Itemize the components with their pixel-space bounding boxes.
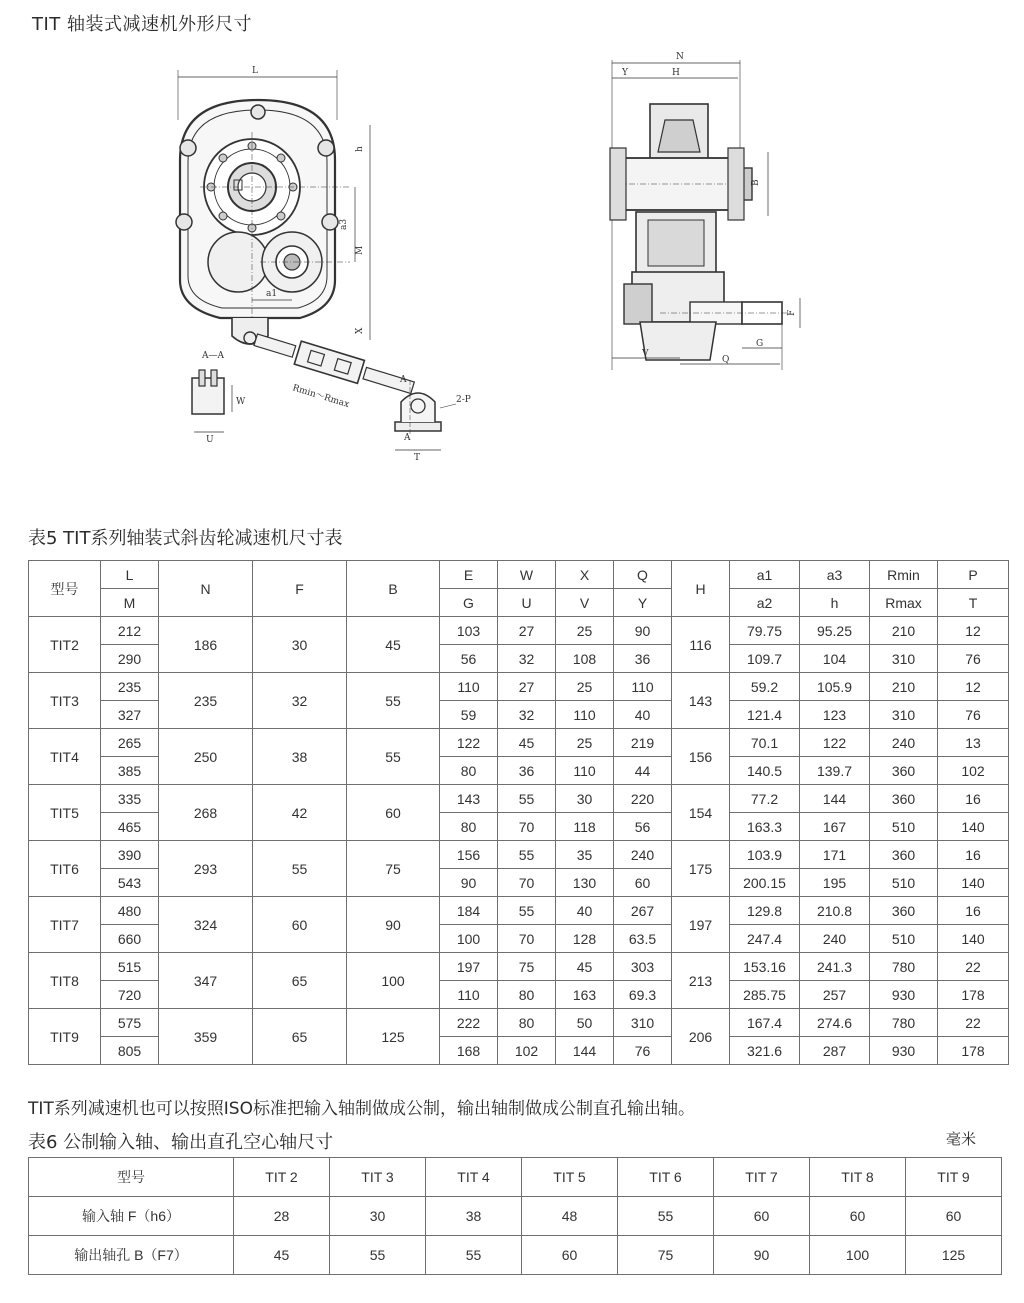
front-view [176, 66, 471, 463]
row-label: 输入轴 F（h6） [29, 1197, 234, 1236]
cell-P: 22 [938, 1009, 1009, 1037]
cell-Y: 69.3 [614, 981, 672, 1009]
value-cell: 55 [618, 1197, 714, 1236]
cell-M: 805 [101, 1037, 159, 1065]
cell-L: 265 [101, 729, 159, 757]
cell-H: 206 [672, 1009, 730, 1065]
cell-h: 257 [800, 981, 870, 1009]
cell-T: 178 [938, 1037, 1009, 1065]
dim-A-upper: A [400, 375, 407, 385]
table-row [29, 1236, 1002, 1275]
dim-U: U [206, 435, 214, 445]
cell-a1: 103.9 [730, 841, 800, 869]
cell-N: 293 [159, 841, 253, 897]
dim-L: L [252, 66, 258, 76]
cell-E: 143 [440, 785, 498, 813]
value-cell: 60 [522, 1236, 618, 1275]
value-cell: 90 [714, 1236, 810, 1275]
cell-T: 102 [938, 757, 1009, 785]
header-cell: F [253, 561, 347, 617]
header-cell: TIT 4 [426, 1158, 522, 1197]
cell-T: 178 [938, 981, 1009, 1009]
cell-Rmax: 930 [870, 1037, 938, 1065]
cell-W: 80 [498, 1009, 556, 1037]
cell-V: 144 [556, 1037, 614, 1065]
cell-G: 56 [440, 645, 498, 673]
header-cell: U [498, 589, 556, 617]
cell-E: 110 [440, 673, 498, 701]
cell-Rmin: 360 [870, 841, 938, 869]
cell-P: 16 [938, 841, 1009, 869]
cell-E: 156 [440, 841, 498, 869]
dim-a1: a1 [266, 289, 278, 299]
cell-N: 186 [159, 617, 253, 673]
model-cell: TIT6 [29, 841, 101, 897]
cell-M: 543 [101, 869, 159, 897]
table-header-row [29, 1158, 1002, 1197]
dim-rrange: Rmin～Rmax [291, 383, 351, 411]
header-cell: L [101, 561, 159, 589]
cell-P: 22 [938, 953, 1009, 981]
value-cell: 48 [522, 1197, 618, 1236]
cell-T: 76 [938, 701, 1009, 729]
cell-H: 116 [672, 617, 730, 673]
cell-M: 385 [101, 757, 159, 785]
header-cell: G [440, 589, 498, 617]
cell-a2: 121.4 [730, 701, 800, 729]
cell-a3: 144 [800, 785, 870, 813]
table-row [29, 617, 1009, 645]
value-cell: 55 [330, 1236, 426, 1275]
cell-W: 75 [498, 953, 556, 981]
cell-U: 32 [498, 701, 556, 729]
cell-P: 16 [938, 897, 1009, 925]
cell-B: 90 [347, 897, 440, 953]
cell-Rmax: 360 [870, 757, 938, 785]
header-cell: N [159, 561, 253, 617]
header-cell: TIT 5 [522, 1158, 618, 1197]
cell-P: 16 [938, 785, 1009, 813]
header-cell: a1 [730, 561, 800, 589]
header-cell: H [672, 561, 730, 617]
cell-Rmin: 780 [870, 953, 938, 981]
cell-U: 70 [498, 925, 556, 953]
dim-T: T [414, 453, 421, 463]
header-cell: M [101, 589, 159, 617]
cell-H: 156 [672, 729, 730, 785]
cell-M: 290 [101, 645, 159, 673]
cell-G: 59 [440, 701, 498, 729]
cell-W: 45 [498, 729, 556, 757]
cell-F: 32 [253, 673, 347, 729]
dim-N: N [676, 52, 684, 62]
value-cell: 60 [714, 1197, 810, 1236]
model-cell: TIT2 [29, 617, 101, 673]
cell-F: 38 [253, 729, 347, 785]
dim-B: B [751, 179, 761, 186]
cell-V: 128 [556, 925, 614, 953]
cell-W: 55 [498, 897, 556, 925]
cell-B: 100 [347, 953, 440, 1009]
model-cell: TIT9 [29, 1009, 101, 1065]
cell-U: 70 [498, 869, 556, 897]
cell-Rmax: 510 [870, 925, 938, 953]
cell-L: 575 [101, 1009, 159, 1037]
dim-X: X [355, 327, 365, 334]
cell-Rmin: 780 [870, 1009, 938, 1037]
section-label: A—A [202, 351, 224, 361]
cell-a3: 241.3 [800, 953, 870, 981]
cell-Y: 76 [614, 1037, 672, 1065]
header-cell: TIT 3 [330, 1158, 426, 1197]
cell-L: 235 [101, 673, 159, 701]
cell-H: 143 [672, 673, 730, 729]
cell-H: 213 [672, 953, 730, 1009]
cell-a1: 129.8 [730, 897, 800, 925]
cell-B: 125 [347, 1009, 440, 1065]
cell-Y: 44 [614, 757, 672, 785]
cell-U: 80 [498, 981, 556, 1009]
cell-Rmin: 360 [870, 897, 938, 925]
cell-X: 25 [556, 673, 614, 701]
cell-U: 102 [498, 1037, 556, 1065]
dim-A-lower: A [404, 433, 411, 443]
table-row [29, 785, 1009, 813]
cell-N: 359 [159, 1009, 253, 1065]
table-row [29, 1009, 1009, 1037]
dim-W: W [236, 397, 246, 407]
cell-a2: 247.4 [730, 925, 800, 953]
model-cell: TIT3 [29, 673, 101, 729]
cell-H: 197 [672, 897, 730, 953]
cell-F: 60 [253, 897, 347, 953]
cell-Rmax: 510 [870, 813, 938, 841]
cell-M: 660 [101, 925, 159, 953]
table5-caption: 表5 TIT系列轴装式斜齿轮减速机尺寸表 [28, 528, 343, 549]
header-cell: T [938, 589, 1009, 617]
table-row [29, 729, 1009, 757]
header-cell: 型号 [29, 1158, 234, 1197]
cell-X: 25 [556, 617, 614, 645]
cell-T: 140 [938, 869, 1009, 897]
cell-Rmin: 360 [870, 785, 938, 813]
cell-X: 30 [556, 785, 614, 813]
cell-a2: 321.6 [730, 1037, 800, 1065]
cell-a1: 77.2 [730, 785, 800, 813]
cell-N: 250 [159, 729, 253, 785]
cell-M: 465 [101, 813, 159, 841]
reducer-outline-drawing [0, 40, 1024, 510]
cell-N: 268 [159, 785, 253, 841]
cell-U: 70 [498, 813, 556, 841]
cell-Rmax: 310 [870, 701, 938, 729]
cell-Q: 240 [614, 841, 672, 869]
cell-F: 65 [253, 953, 347, 1009]
cell-Rmin: 210 [870, 673, 938, 701]
cell-V: 118 [556, 813, 614, 841]
model-cell: TIT8 [29, 953, 101, 1009]
value-cell: 60 [810, 1197, 906, 1236]
cell-B: 55 [347, 673, 440, 729]
header-cell: Rmin [870, 561, 938, 589]
header-cell: W [498, 561, 556, 589]
dim-M: M [355, 245, 365, 255]
cell-a1: 79.75 [730, 617, 800, 645]
dim-a3: a3 [339, 218, 349, 230]
value-cell: 28 [234, 1197, 330, 1236]
cell-h: 167 [800, 813, 870, 841]
dim-G: G [756, 339, 764, 349]
header-cell: h [800, 589, 870, 617]
dim-Q: Q [722, 355, 730, 365]
value-cell: 125 [906, 1236, 1002, 1275]
cell-W: 27 [498, 673, 556, 701]
header-cell: E [440, 561, 498, 589]
table-row [29, 897, 1009, 925]
value-cell: 100 [810, 1236, 906, 1275]
cell-L: 335 [101, 785, 159, 813]
cell-B: 75 [347, 841, 440, 897]
cell-X: 25 [556, 729, 614, 757]
cell-X: 45 [556, 953, 614, 981]
table5-dimensions [28, 560, 1009, 1065]
header-cell: TIT 9 [906, 1158, 1002, 1197]
cell-h: 139.7 [800, 757, 870, 785]
cell-F: 65 [253, 1009, 347, 1065]
cell-P: 12 [938, 673, 1009, 701]
cell-Rmin: 240 [870, 729, 938, 757]
header-cell: X [556, 561, 614, 589]
iso-note: TIT系列减速机也可以按照ISO标准把输入轴制做成公制，输出轴制做成公制直孔输出轴。 [28, 1099, 695, 1119]
cell-B: 60 [347, 785, 440, 841]
header-cell: Y [614, 589, 672, 617]
cell-a2: 285.75 [730, 981, 800, 1009]
cell-Rmin: 210 [870, 617, 938, 645]
cell-Rmax: 930 [870, 981, 938, 1009]
table6-unit: 毫米 [946, 1130, 977, 1148]
table-row [29, 673, 1009, 701]
cell-h: 123 [800, 701, 870, 729]
cell-H: 154 [672, 785, 730, 841]
cell-a3: 95.25 [800, 617, 870, 645]
header-cell: a3 [800, 561, 870, 589]
table-row [29, 841, 1009, 869]
cell-P: 13 [938, 729, 1009, 757]
cell-Y: 40 [614, 701, 672, 729]
cell-a1: 70.1 [730, 729, 800, 757]
cell-W: 27 [498, 617, 556, 645]
cell-G: 110 [440, 981, 498, 1009]
cell-H: 175 [672, 841, 730, 897]
cell-a1: 59.2 [730, 673, 800, 701]
cell-G: 80 [440, 813, 498, 841]
cell-a3: 171 [800, 841, 870, 869]
cell-E: 122 [440, 729, 498, 757]
cell-Q: 220 [614, 785, 672, 813]
cell-F: 55 [253, 841, 347, 897]
cell-X: 35 [556, 841, 614, 869]
cell-h: 104 [800, 645, 870, 673]
header-cell: 型号 [29, 561, 101, 617]
cell-Y: 36 [614, 645, 672, 673]
cell-Q: 219 [614, 729, 672, 757]
cell-L: 212 [101, 617, 159, 645]
cell-V: 163 [556, 981, 614, 1009]
cell-a1: 153.16 [730, 953, 800, 981]
cell-a2: 140.5 [730, 757, 800, 785]
cell-a2: 109.7 [730, 645, 800, 673]
cell-X: 40 [556, 897, 614, 925]
cell-F: 30 [253, 617, 347, 673]
cell-V: 108 [556, 645, 614, 673]
cell-Rmax: 310 [870, 645, 938, 673]
dim-Y: Y [622, 68, 628, 78]
header-cell: Rmax [870, 589, 938, 617]
value-cell: 38 [426, 1197, 522, 1236]
table-row [29, 1197, 1002, 1236]
value-cell: 60 [906, 1197, 1002, 1236]
header-cell: B [347, 561, 440, 617]
cell-Q: 110 [614, 673, 672, 701]
table6-metric-shafts [28, 1157, 1002, 1275]
cell-P: 12 [938, 617, 1009, 645]
cell-W: 55 [498, 785, 556, 813]
value-cell: 30 [330, 1197, 426, 1236]
row-label: 输出轴孔 B（F7） [29, 1236, 234, 1275]
cell-U: 32 [498, 645, 556, 673]
cell-h: 287 [800, 1037, 870, 1065]
cell-G: 80 [440, 757, 498, 785]
cell-B: 55 [347, 729, 440, 785]
cell-E: 184 [440, 897, 498, 925]
model-cell: TIT7 [29, 897, 101, 953]
table-row [29, 953, 1009, 981]
cell-Q: 310 [614, 1009, 672, 1037]
cell-F: 42 [253, 785, 347, 841]
header-cell: V [556, 589, 614, 617]
page-title: TIT 轴装式减速机外形尺寸 [32, 14, 253, 35]
cell-M: 720 [101, 981, 159, 1009]
cell-a1: 167.4 [730, 1009, 800, 1037]
cell-V: 110 [556, 757, 614, 785]
cell-L: 480 [101, 897, 159, 925]
cell-T: 140 [938, 925, 1009, 953]
header-cell: TIT 2 [234, 1158, 330, 1197]
value-cell: 55 [426, 1236, 522, 1275]
header-cell: a2 [730, 589, 800, 617]
cell-Y: 60 [614, 869, 672, 897]
cell-M: 327 [101, 701, 159, 729]
cell-a3: 210.8 [800, 897, 870, 925]
dim-F: F [787, 309, 797, 316]
cell-E: 103 [440, 617, 498, 645]
dim-V: V [642, 349, 649, 359]
cell-a2: 163.3 [730, 813, 800, 841]
cell-Y: 56 [614, 813, 672, 841]
value-cell: 45 [234, 1236, 330, 1275]
cell-N: 347 [159, 953, 253, 1009]
cell-N: 324 [159, 897, 253, 953]
cell-Q: 267 [614, 897, 672, 925]
header-cell: TIT 7 [714, 1158, 810, 1197]
cell-a3: 122 [800, 729, 870, 757]
cell-N: 235 [159, 673, 253, 729]
cell-T: 140 [938, 813, 1009, 841]
cell-G: 90 [440, 869, 498, 897]
header-cell: TIT 6 [618, 1158, 714, 1197]
cell-Q: 303 [614, 953, 672, 981]
cell-T: 76 [938, 645, 1009, 673]
dim-H: H [672, 68, 680, 78]
cell-Rmax: 510 [870, 869, 938, 897]
dim-2P: 2-P [456, 395, 471, 405]
cell-Q: 90 [614, 617, 672, 645]
cell-a3: 274.6 [800, 1009, 870, 1037]
cell-X: 50 [556, 1009, 614, 1037]
cell-Y: 63.5 [614, 925, 672, 953]
model-cell: TIT5 [29, 785, 101, 841]
cell-G: 168 [440, 1037, 498, 1065]
cell-L: 515 [101, 953, 159, 981]
cell-V: 110 [556, 701, 614, 729]
cell-W: 55 [498, 841, 556, 869]
dim-h: h [355, 146, 365, 152]
table6-caption: 表6 公制输入轴、输出直孔空心轴尺寸 [28, 1132, 334, 1153]
cell-L: 390 [101, 841, 159, 869]
cell-a2: 200.15 [730, 869, 800, 897]
value-cell: 75 [618, 1236, 714, 1275]
cell-B: 45 [347, 617, 440, 673]
cell-U: 36 [498, 757, 556, 785]
model-cell: TIT4 [29, 729, 101, 785]
cell-V: 130 [556, 869, 614, 897]
header-cell: TIT 8 [810, 1158, 906, 1197]
side-view [610, 52, 800, 370]
cell-h: 195 [800, 869, 870, 897]
cell-E: 222 [440, 1009, 498, 1037]
header-cell: P [938, 561, 1009, 589]
cell-G: 100 [440, 925, 498, 953]
cell-E: 197 [440, 953, 498, 981]
header-cell: Q [614, 561, 672, 589]
cell-h: 240 [800, 925, 870, 953]
cell-a3: 105.9 [800, 673, 870, 701]
